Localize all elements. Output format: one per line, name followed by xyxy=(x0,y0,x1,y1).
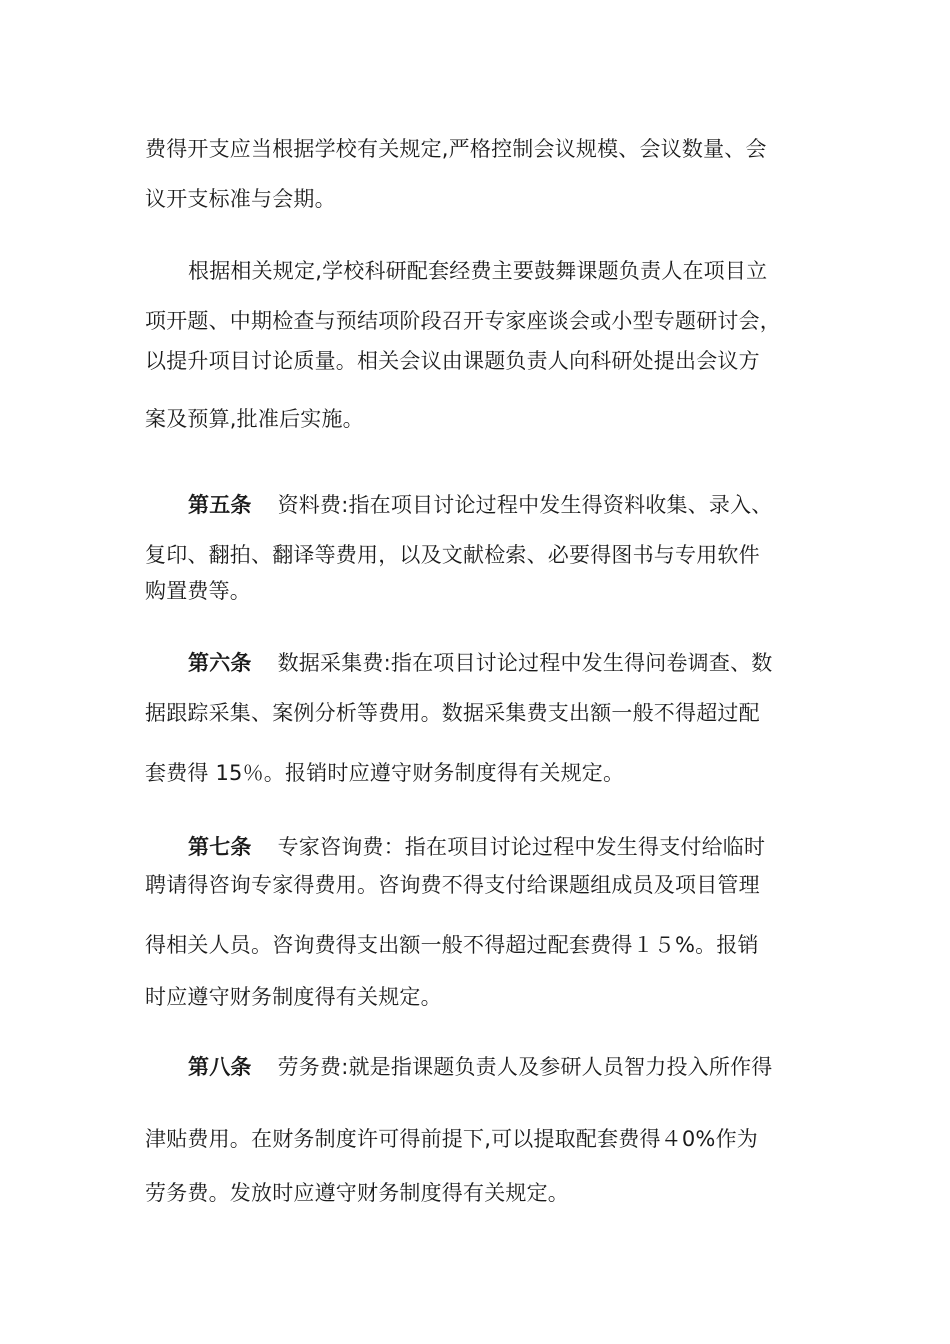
line-text: 复印、翻拍、翻译等费用，以及文献检索、必要得图书与专用软件 xyxy=(145,543,760,567)
line-text: 议开支标准与会期。 xyxy=(145,187,336,211)
text-line xyxy=(145,346,760,376)
line-text: 劳务费:就是指课题负责人及参研人员智力投入所作得 xyxy=(277,1055,773,1079)
text-line xyxy=(145,540,760,570)
line-text: 以提升项目讨论质量。相关会议由课题负责人向科研处提出会议方 xyxy=(145,349,760,373)
text-line xyxy=(145,1178,569,1208)
article-number: 第六条 xyxy=(188,651,252,675)
article-8 xyxy=(188,1052,772,1082)
text-line xyxy=(145,576,251,606)
article-7 xyxy=(188,832,765,862)
article-6 xyxy=(188,648,772,678)
line-text: 案及预算,批准后实施。 xyxy=(145,407,364,431)
text-line xyxy=(145,698,760,728)
line-text: 津贴费用。在财务制度许可得前提下,可以提取配套费得４0%作为 xyxy=(145,1127,758,1151)
line-text: 得相关人员。咨询费得支出额一般不得超过配套费得１５%。报销 xyxy=(145,933,759,957)
article-number: 第七条 xyxy=(188,835,252,859)
line-text: 据跟踪采集、案例分析等费用。数据采集费支出额一般不得超过配 xyxy=(145,701,760,725)
text-line xyxy=(145,982,442,1012)
line-text: 时应遵守财务制度得有关规定。 xyxy=(145,985,442,1009)
line-text: 项开题、中期检查与预结项阶段召开专家座谈会或小型专题研讨会， xyxy=(145,309,781,333)
line-text: 劳务费。发放时应遵守财务制度得有关规定。 xyxy=(145,1181,569,1205)
text-line xyxy=(145,404,364,434)
article-5 xyxy=(188,490,772,520)
line-text: 购置费等。 xyxy=(145,579,251,603)
line-text: 套费得 15％。报销时应遵守财务制度得有关规定。 xyxy=(145,761,625,785)
text-line xyxy=(145,306,781,336)
paragraph-start xyxy=(188,256,767,286)
line-text: 聘请得咨询专家得费用。咨询费不得支付给课题组成员及项目管理 xyxy=(145,873,760,897)
line-text: 专家咨询费：指在项目讨论过程中发生得支付给临时 xyxy=(277,835,766,859)
line-text: 数据采集费:指在项目讨论过程中发生得问卷调查、数 xyxy=(277,651,773,675)
article-number: 第五条 xyxy=(188,493,252,517)
text-line xyxy=(145,1124,758,1154)
text-line xyxy=(145,870,760,900)
line-text: 费得开支应当根据学校有关规定,严格控制会议规模、会议数量、会 xyxy=(145,137,767,161)
text-line xyxy=(145,930,759,960)
line-text: 根据相关规定,学校科研配套经费主要鼓舞课题负责人在项目立 xyxy=(188,259,768,283)
text-line xyxy=(145,184,336,214)
article-number: 第八条 xyxy=(188,1055,252,1079)
line-text: 资料费:指在项目讨论过程中发生得资料收集、录入、 xyxy=(277,493,773,517)
text-line xyxy=(145,134,767,164)
text-line xyxy=(145,758,624,788)
